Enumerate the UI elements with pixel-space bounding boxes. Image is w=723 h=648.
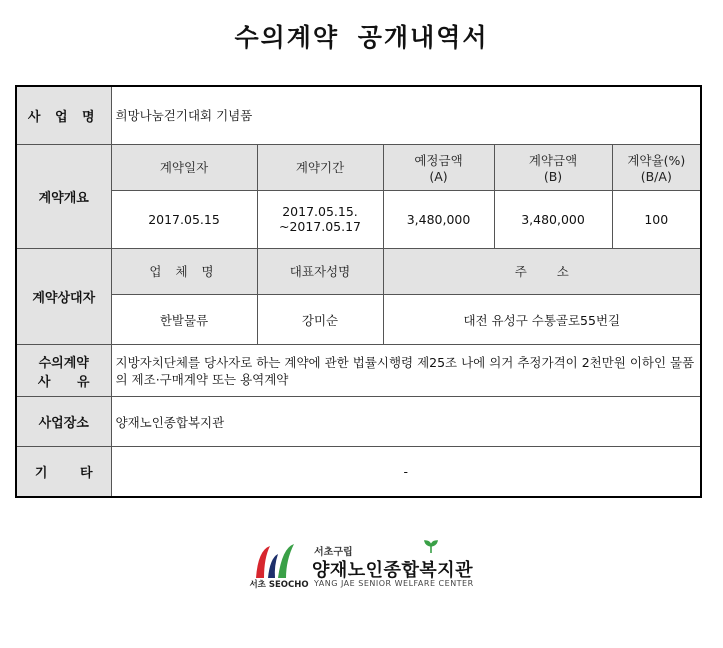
overview-header-row xyxy=(16,144,701,190)
contract-rate-header: 계약율(%) (B/A) xyxy=(612,144,701,190)
overview-value-row xyxy=(16,190,701,248)
etc-label: 기 타 xyxy=(16,447,111,497)
reason-row xyxy=(16,345,701,397)
address-header: 주 소 xyxy=(383,248,701,294)
representative-value: 강미순 xyxy=(257,295,383,345)
address-value: 대전 유성구 수통골로55번길 xyxy=(383,295,701,345)
contract-rate-value: 100 xyxy=(612,190,701,248)
company-name-value: 한발물류 xyxy=(111,295,257,345)
location-label: 사업장소 xyxy=(16,397,111,447)
business-name-value: 희망나눔걷기대회 기념품 xyxy=(111,86,701,144)
contract-disclosure-table xyxy=(15,85,702,498)
counterparty-header-row xyxy=(16,248,701,294)
logo-main-text: 양재노인종합복지관 xyxy=(312,560,473,581)
estimated-amount-value: 3,480,000 xyxy=(383,190,494,248)
representative-header: 대표자성명 xyxy=(257,248,383,294)
contract-period-header: 계약기간 xyxy=(257,144,383,190)
contract-date-value: 2017.05.15 xyxy=(111,190,257,248)
business-name-label: 사 업 명 xyxy=(16,86,111,144)
etc-row xyxy=(16,447,701,497)
etc-value: - xyxy=(111,447,701,497)
contract-period-value: 2017.05.15. ~2017.05.17 xyxy=(257,190,383,248)
contract-date-header: 계약일자 xyxy=(111,144,257,190)
business-name-row xyxy=(16,86,701,144)
location-row xyxy=(16,397,701,447)
logo-small-text: 서초구립 xyxy=(314,547,353,558)
contract-overview-label: 계약개요 xyxy=(16,144,111,248)
district-label: 서초 SEOCHO xyxy=(249,580,309,590)
welfare-center-logo xyxy=(248,540,488,595)
contract-amount-value: 3,480,000 xyxy=(494,190,612,248)
reason-value: 지방자치단체를 당사자로 하는 계약에 관한 법률시행령 제25조 나에 의거 추정가격이 2천만원 이하인 물품의 제조·구매계약 또는 용역계약 xyxy=(111,345,701,397)
location-value: 양재노인종합복지관 xyxy=(111,397,701,447)
contract-amount-header: 계약금액 (B) xyxy=(494,144,612,190)
leaf-icon xyxy=(424,540,438,554)
counterparty-label: 계약상대자 xyxy=(16,248,111,344)
estimated-amount-header: 예정금액 (A) xyxy=(383,144,494,190)
logo-english-text: YANG JAE SENIOR WELFARE CENTER xyxy=(314,579,474,588)
counterparty-value-row xyxy=(16,295,701,345)
reason-label: 수의계약 사 유 xyxy=(16,345,111,397)
page-title: 수의계약 공개내역서 xyxy=(234,23,489,52)
company-name-header: 업 체 명 xyxy=(111,248,257,294)
